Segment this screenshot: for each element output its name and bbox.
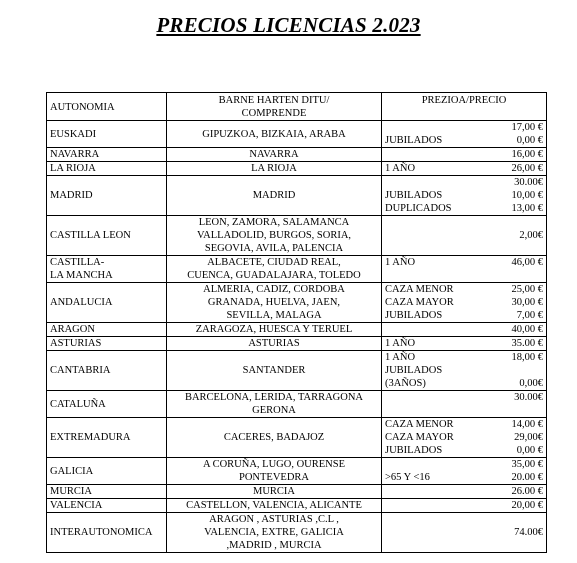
price-amount: 40,00 € <box>511 324 543 335</box>
table-row <box>47 283 547 323</box>
price-line <box>385 485 543 498</box>
price-cell <box>382 323 547 337</box>
zones-cell <box>167 323 382 337</box>
zones-line: LEON, ZAMORA, SALAMANCA <box>198 217 350 228</box>
autonomia-name: MADRID <box>50 190 93 201</box>
price-label <box>385 323 512 336</box>
zones-line: ASTURIAS <box>248 338 300 349</box>
price-amount: 25,00 € <box>511 284 543 295</box>
zones-cell <box>167 391 382 418</box>
zones-line: CUENCA, GUADALAJARA, TOLEDO <box>187 270 361 281</box>
table-row <box>47 121 547 148</box>
zones-line: NAVARRA <box>249 149 299 160</box>
price-cell <box>382 148 547 162</box>
zones-cell <box>167 283 382 323</box>
table-row <box>47 499 547 513</box>
table-row <box>47 256 547 283</box>
zones-line: LA RIOJA <box>251 163 297 174</box>
price-cell <box>382 216 547 256</box>
price-amount: 17,00 € <box>511 122 543 133</box>
autonomia-cell <box>47 176 167 216</box>
price-amount: 35,00 € <box>511 459 543 470</box>
price-label <box>385 269 543 282</box>
zones-cell <box>167 351 382 391</box>
price-label: JUBILADOS <box>385 190 443 201</box>
price-line <box>385 148 543 161</box>
price-line <box>385 458 543 471</box>
price-cell <box>382 176 547 216</box>
zones-line: ALBACETE, CIUDAD REAL, <box>207 257 341 268</box>
autonomia-name: NAVARRA <box>50 149 100 160</box>
price-line <box>385 391 543 404</box>
price-cell <box>382 351 547 391</box>
autonomia-cell <box>47 121 167 148</box>
zones-line: GRANADA, HUELVA, JAEN, <box>207 297 341 308</box>
table-row <box>47 148 547 162</box>
zones-line: ARAGON , ASTURIAS ,C.L , <box>209 514 339 525</box>
zones-cell <box>167 418 382 458</box>
price-cell <box>382 162 547 176</box>
price-label: 1 AÑO <box>385 352 416 363</box>
autonomia-cell <box>47 256 167 283</box>
zones-line: MADRID <box>252 190 296 201</box>
autonomia-cell <box>47 337 167 351</box>
zones-line: ZARAGOZA, HUESCA Y TERUEL <box>195 324 353 335</box>
price-line <box>385 499 543 512</box>
price-amount: 0,00 € <box>516 445 543 456</box>
price-line <box>385 134 543 147</box>
price-amount: 0,00€ <box>519 378 543 389</box>
autonomia-name: CATALUÑA <box>50 398 106 410</box>
price-label: JUBILADOS <box>385 310 443 321</box>
price-amount: 16,00 € <box>511 149 543 160</box>
price-amount: 20,00 € <box>511 500 543 511</box>
price-amount: 7,00 € <box>516 310 543 321</box>
table-row <box>47 513 547 553</box>
price-amount: 35.00 € <box>511 338 543 349</box>
zones-cell <box>167 176 382 216</box>
price-label <box>385 458 512 471</box>
autonomia-cell <box>47 216 167 256</box>
header-zones-line1: BARNE HARTEN DITU/ <box>218 95 330 106</box>
price-line <box>385 444 543 457</box>
price-line <box>385 269 543 282</box>
table-header-row <box>47 93 547 121</box>
license-price-table <box>46 92 547 553</box>
price-line <box>385 351 543 364</box>
autonomia-cell <box>47 162 167 176</box>
autonomia-name: ANDALUCIA <box>50 297 113 308</box>
table-row <box>47 418 547 458</box>
price-cell <box>382 337 547 351</box>
price-line <box>385 377 543 390</box>
price-amount: 13,00 € <box>511 203 543 214</box>
price-amount: 14,00 € <box>511 419 543 430</box>
price-amount: 30.00€ <box>514 392 543 403</box>
price-label <box>385 148 512 161</box>
autonomia-name: CASTILLA LEON <box>50 230 131 241</box>
price-line <box>385 229 543 242</box>
zones-cell <box>167 337 382 351</box>
table-row <box>47 216 547 256</box>
price-label: JUBILADOS <box>385 445 443 456</box>
zones-line: VALLADOLID, BURGOS, SORIA, <box>196 230 352 241</box>
zones-line: MURCIA <box>252 486 295 497</box>
autonomia-cell <box>47 458 167 485</box>
price-line <box>385 176 543 189</box>
price-line <box>385 323 543 336</box>
price-line <box>385 337 543 350</box>
price-amount: 46,00 € <box>511 257 543 268</box>
zones-cell <box>167 458 382 485</box>
price-amount: 20.00 € <box>511 472 543 483</box>
zones-cell <box>167 513 382 553</box>
price-line <box>385 471 543 484</box>
autonomia-name: EXTREMADURA <box>50 432 131 443</box>
price-label <box>385 391 514 404</box>
price-label: CAZA MAYOR <box>385 297 454 308</box>
price-line <box>385 162 543 175</box>
price-label: DUPLICADOS <box>385 203 452 214</box>
price-label <box>385 176 514 189</box>
table-row <box>47 323 547 337</box>
price-amount: 18,00 € <box>511 352 543 363</box>
price-amount: 26.00 € <box>511 486 543 497</box>
zones-line: ALMERIA, CADIZ, CORDOBA <box>203 284 345 295</box>
table-row <box>47 162 547 176</box>
price-line <box>385 418 543 431</box>
price-amount: 30,00 € <box>511 297 543 308</box>
price-cell <box>382 418 547 458</box>
autonomia-name: CANTABRIA <box>50 365 111 376</box>
autonomia-cell <box>47 485 167 499</box>
autonomia-cell <box>47 418 167 458</box>
zones-line: VALENCIA, EXTRE, GALICIA <box>204 527 344 538</box>
price-cell <box>382 458 547 485</box>
price-label: CAZA MENOR <box>385 419 454 430</box>
table-row <box>47 337 547 351</box>
autonomia-cell <box>47 513 167 553</box>
price-line <box>385 202 543 215</box>
zones-line: GIPUZKOA, BIZKAIA, ARABA <box>202 128 346 140</box>
price-amount: 26,00 € <box>511 163 543 174</box>
autonomia-name: CASTILLA- <box>50 257 105 268</box>
page-title: PRECIOS LICENCIAS 2.023 <box>156 13 421 37</box>
price-label: 1 AÑO <box>385 338 416 349</box>
price-line <box>385 283 543 296</box>
autonomia-name: MURCIA <box>50 486 93 497</box>
zones-cell <box>167 216 382 256</box>
table-row <box>47 351 547 391</box>
zones-cell <box>167 121 382 148</box>
price-label <box>385 121 512 134</box>
autonomia-cell <box>47 148 167 162</box>
price-cell <box>382 256 547 283</box>
price-cell <box>382 499 547 513</box>
zones-cell <box>167 162 382 176</box>
table-row <box>47 391 547 418</box>
table-row <box>47 458 547 485</box>
price-label <box>385 485 512 498</box>
autonomia-name: ARAGON <box>50 324 95 335</box>
price-label <box>385 499 512 512</box>
price-label <box>385 229 519 242</box>
price-cell <box>382 121 547 148</box>
price-amount: 2,00€ <box>519 230 543 241</box>
price-label: JUBILADOS <box>385 365 443 376</box>
zones-line: SEVILLA, MALAGA <box>226 310 322 321</box>
table-row <box>47 176 547 216</box>
zones-cell <box>167 485 382 499</box>
price-label: 1 AÑO <box>385 257 416 268</box>
zones-line: CASTELLON, VALENCIA, ALICANTE <box>186 500 362 511</box>
price-line <box>385 189 543 202</box>
zones-cell <box>167 256 382 283</box>
autonomia-name: VALENCIA <box>50 500 103 511</box>
price-amount: 10,00 € <box>511 190 543 201</box>
header-price: PREZIOA/PRECIO <box>382 93 547 121</box>
price-amount: 0,00 € <box>516 135 543 146</box>
header-zones <box>167 93 382 121</box>
zones-line: ,MADRID , MURCIA <box>226 540 322 551</box>
price-label: JUBILADOS <box>385 135 443 146</box>
price-line <box>385 309 543 322</box>
price-label <box>385 404 543 417</box>
header-autonomia: AUTONOMIA <box>47 93 167 121</box>
autonomia-name: LA MANCHA <box>50 270 113 281</box>
table-body <box>47 121 547 553</box>
price-line <box>385 431 543 444</box>
price-line <box>385 121 543 134</box>
autonomia-name: LA RIOJA <box>50 163 96 174</box>
price-amount: 74.00€ <box>514 527 543 538</box>
price-line <box>385 296 543 309</box>
zones-line: GERONA <box>252 405 296 416</box>
price-label: CAZA MENOR <box>385 284 454 295</box>
price-amount: 30.00€ <box>514 177 543 188</box>
price-label <box>385 526 514 539</box>
header-zones-line2: COMPRENDE <box>241 108 307 119</box>
zones-line: BARCELONA, LERIDA, TARRAGONA <box>184 392 364 403</box>
price-line <box>385 526 543 539</box>
price-line <box>385 364 543 377</box>
zones-cell <box>167 148 382 162</box>
price-label: (3AÑOS) <box>385 378 426 389</box>
table-row <box>47 485 547 499</box>
price-line <box>385 256 543 269</box>
autonomia-name: INTERAUTONOMICA <box>50 527 153 538</box>
autonomia-cell <box>47 323 167 337</box>
price-amount: 29,00€ <box>514 432 543 443</box>
autonomia-name: EUSKADI <box>50 128 97 140</box>
price-line <box>385 404 543 417</box>
price-label: >65 Y <16 <box>385 472 430 483</box>
autonomia-name: GALICIA <box>50 465 94 477</box>
price-cell <box>382 283 547 323</box>
price-cell <box>382 391 547 418</box>
autonomia-cell <box>47 499 167 513</box>
price-label: 1 AÑO <box>385 163 416 174</box>
zones-line: SEGOVIA, AVILA, PALENCIA <box>204 243 344 254</box>
price-cell <box>382 513 547 553</box>
price-cell <box>382 485 547 499</box>
zones-line: PONTEVEDRA <box>239 472 309 483</box>
autonomia-cell <box>47 351 167 391</box>
autonomia-name: ASTURIAS <box>50 338 102 349</box>
price-label: CAZA MAYOR <box>385 432 454 443</box>
zones-cell <box>167 499 382 513</box>
zones-line: SANTANDER <box>242 365 306 376</box>
zones-line: A CORUÑA, LUGO, OURENSE <box>202 459 346 470</box>
autonomia-cell <box>47 283 167 323</box>
zones-line: CACERES, BADAJOZ <box>223 432 325 443</box>
autonomia-cell <box>47 391 167 418</box>
